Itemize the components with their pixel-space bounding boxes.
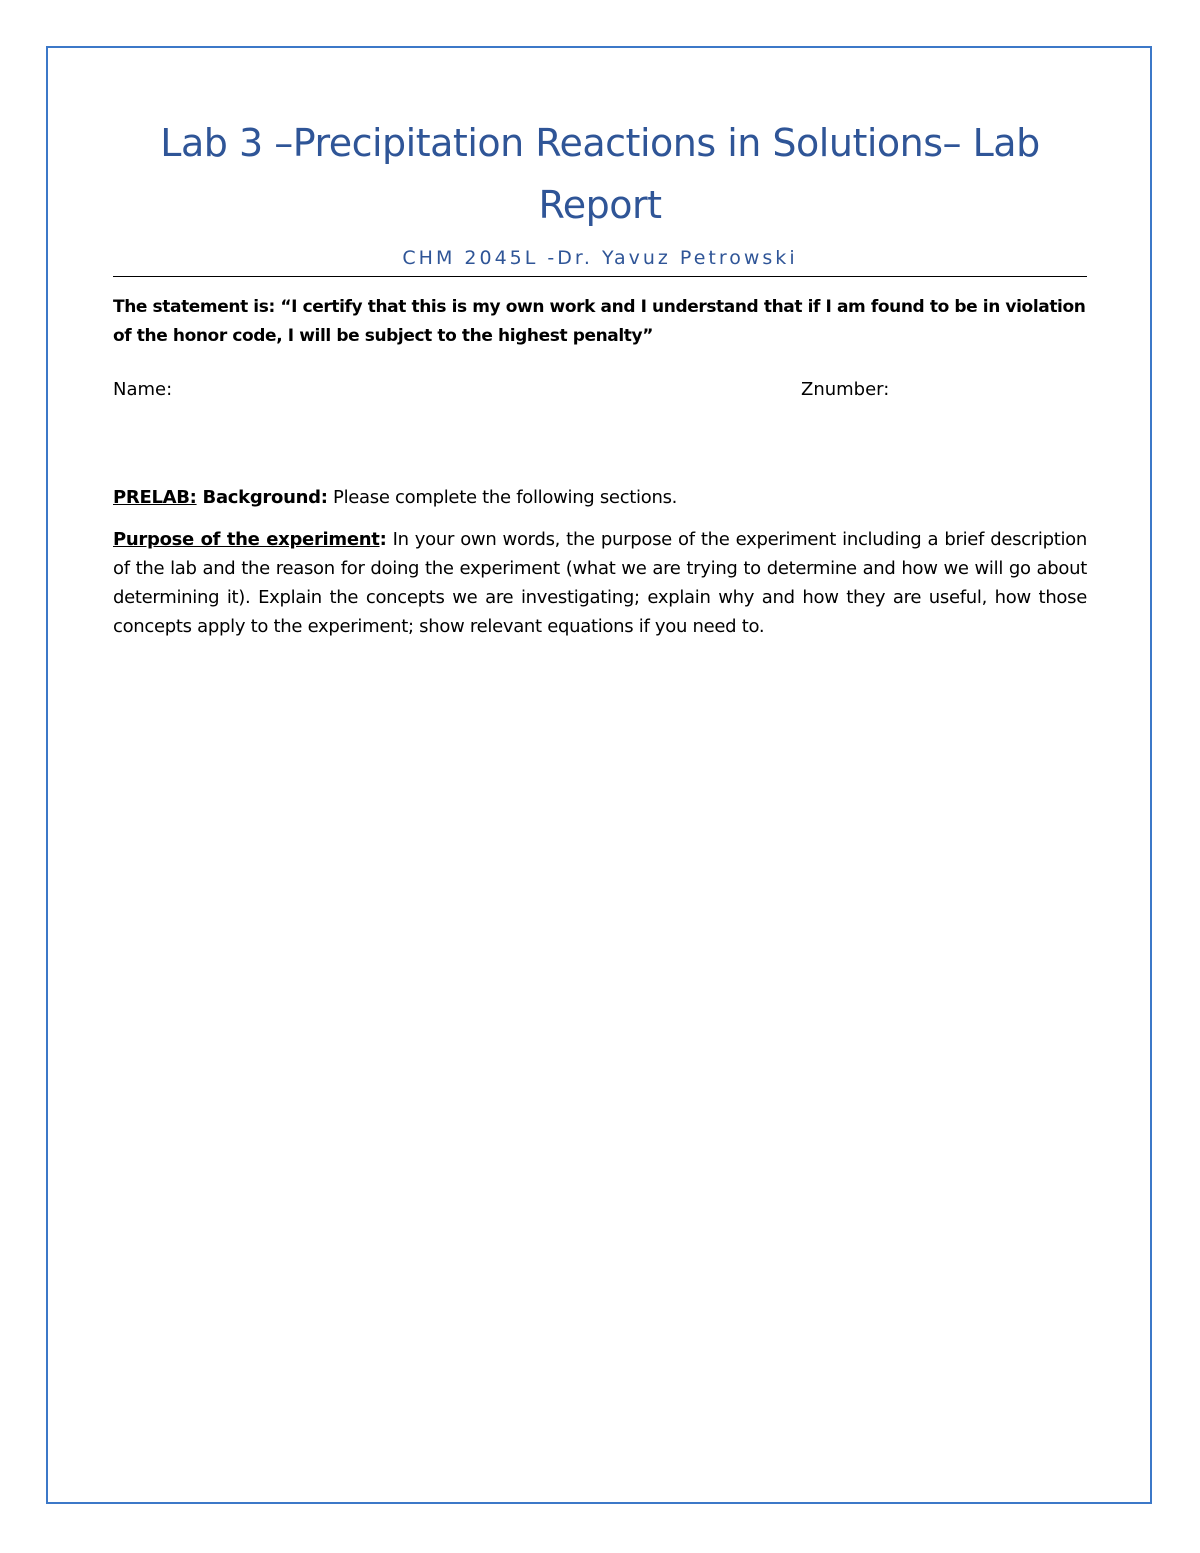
purpose-colon: : bbox=[379, 529, 387, 550]
purpose-heading: Purpose of the experiment bbox=[113, 529, 380, 550]
purpose-paragraph bbox=[113, 525, 1087, 641]
document-title: Lab 3 –Precipitation Reactions in Solutions– Lab Report bbox=[160, 121, 1040, 227]
name-label: Name: bbox=[113, 379, 173, 400]
purpose-text: In your own words, the purpose of the experiment including a brief description of the lab and the reason for doing the experiment (what we are trying to determine and how we will go about determining it). Explain the concepts we are investigating; explain why and how they are useful, how those concepts apply to the experiment; show relevant equations if you need to. bbox=[113, 529, 1087, 637]
znumber-label: Znumber: bbox=[801, 379, 890, 400]
document-subtitle: CHM 2045L -Dr. Yavuz Petrowski bbox=[402, 247, 798, 269]
prelab-paragraph bbox=[113, 483, 1087, 513]
prelab-text: Please complete the following sections. bbox=[327, 487, 678, 508]
header-rule bbox=[113, 276, 1087, 277]
name-row bbox=[113, 375, 1087, 405]
background-heading: Background: bbox=[196, 487, 328, 508]
document-content bbox=[113, 112, 1087, 641]
honor-statement: The statement is: “I certify that this is my own work and I understand that if I am found to be in violation of the honor code, I will be subject to the highest penalty” bbox=[113, 297, 1086, 346]
prelab-heading: PRELAB: bbox=[113, 487, 197, 508]
